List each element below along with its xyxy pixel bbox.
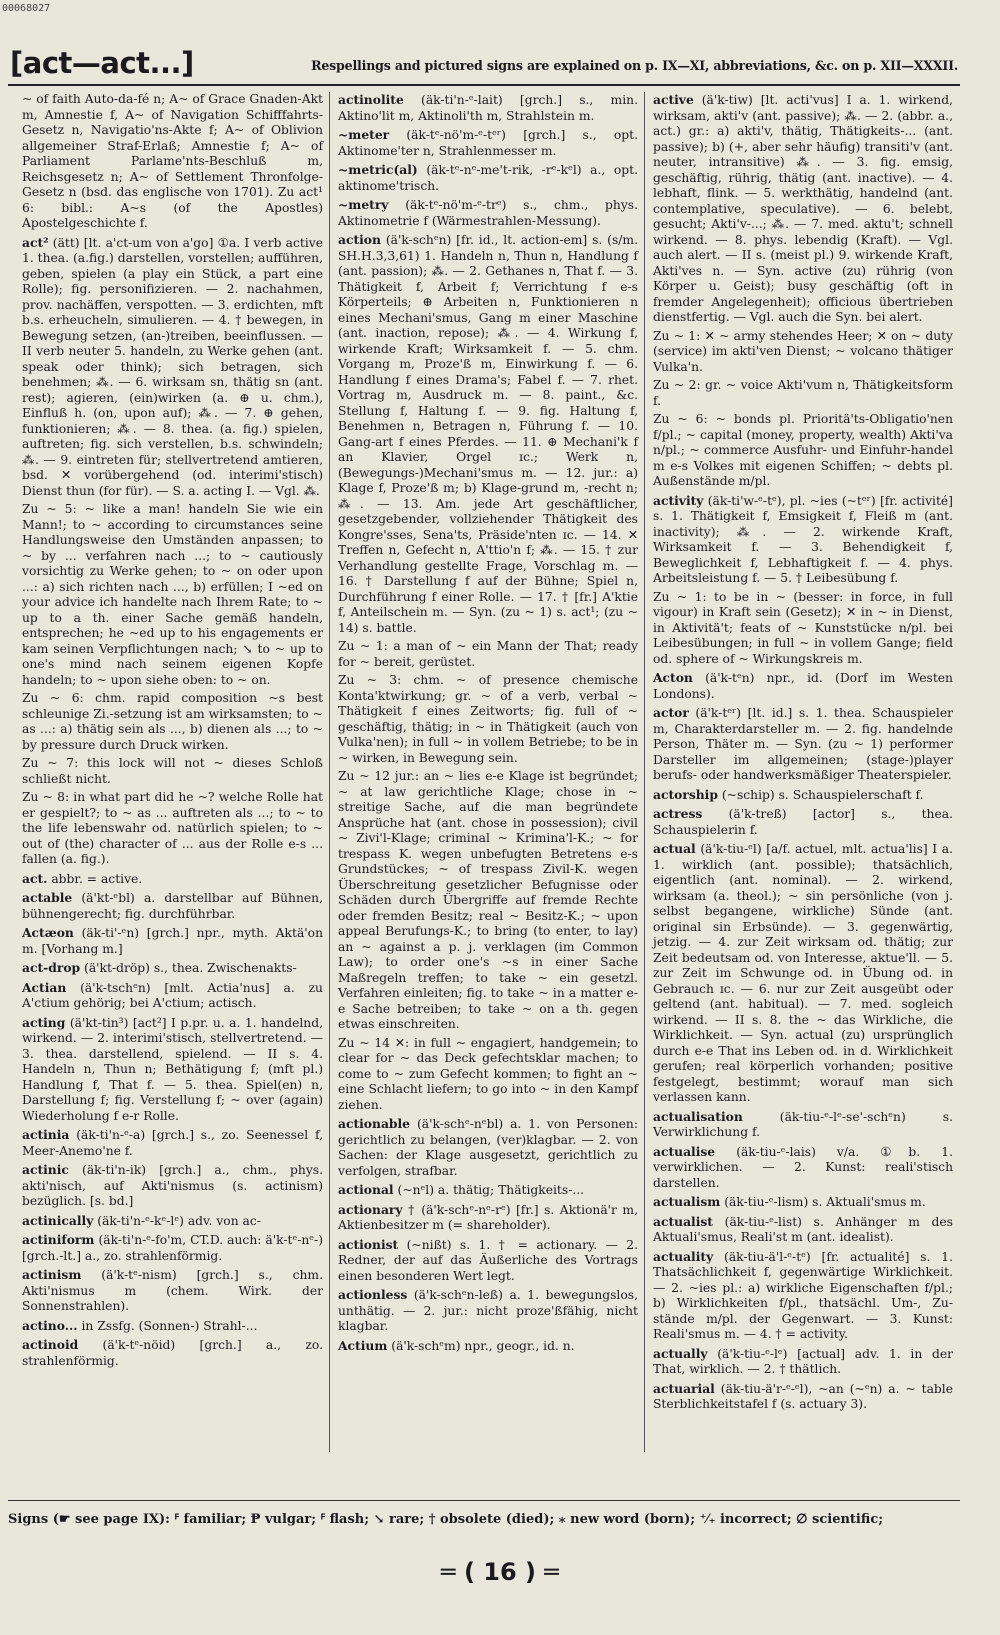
dictionary-entry: [22, 1232, 323, 1264]
dictionary-entry: [653, 705, 953, 784]
headword: actinia: [22, 1127, 70, 1142]
entry-text: (äk-tiu-ᵉ-lᵉ-se'-schᵉn) s. Verwirklichung f.: [653, 1109, 953, 1139]
dictionary-entry: [338, 1116, 638, 1179]
entry-text: (äk-tᵉ-nᵉ-me't-rik, -rᵉ-kᵉl) a., opt. aktinome'trisch.: [338, 163, 638, 193]
entry-text: (ä'k-schᵉn-leß) a. 1. bewegungslos, unthätig. — 2. jur.: nicht proze'ßfähig, nicht klagbar.: [338, 1288, 638, 1333]
dictionary-entry: [653, 841, 953, 1106]
dictionary-entry: [22, 1318, 323, 1335]
entry-text: Zu ~ 2: gr. ~ voice Akti'vum n, Thätigkeitsform f.: [653, 378, 953, 408]
entry-text: (ä'kt-dröp) s., thea. Zwischenakts-: [84, 961, 297, 975]
dictionary-entry: [338, 232, 638, 636]
headword: actionless: [338, 1287, 408, 1302]
dictionary-entry: [653, 1109, 953, 1141]
headword: action: [338, 232, 381, 247]
dictionary-entry: [22, 790, 323, 868]
dictionary-entry: [338, 1182, 638, 1199]
headword: actorship: [653, 786, 718, 802]
headword: ~metric(al): [338, 162, 418, 177]
header-note: Respellings and pictured signs are explained on p. IX—XI, abbreviations, &c. on p. XII—XXXII.: [311, 58, 958, 73]
dictionary-entry: [653, 806, 953, 838]
headword: actor: [653, 705, 689, 720]
entry-text: Zu ~ 7: this lock will not ~ dieses Schloß schließt nicht.: [22, 756, 323, 786]
headword: active: [653, 92, 694, 107]
entry-text: (ä'kt-ᵉbl) a. darstellbar auf Bühnen, bühnengerecht; fig. durchführbar.: [22, 891, 323, 921]
headword: actinically: [22, 1212, 94, 1228]
entry-text: (äk-ti'n-ᵉ-fo'm, CT.D. auch: ä'k-tᵉ-nᵉ-) [grch.-lt.] a., zo. strahlenförmig.: [22, 1233, 323, 1263]
entry-text: (äk-ti'n-ᵉ-lait) [grch.] s., min. Aktino'lit m, Aktinoli'th m, Strahlstein m.: [338, 93, 638, 123]
page-header: [8, 44, 960, 86]
column-2: [329, 92, 644, 1452]
dictionary-entry: [22, 92, 323, 232]
entry-text: (~nißt) s. 1. † = actionary. — 2. Redner, der auf das Äußerliche des Vortrags einen besonderen Wert legt.: [338, 1237, 638, 1283]
headword: act.: [22, 870, 48, 886]
entry-text: Zu ~ 3: chm. ~ of presence chemische Konta'ktwirkung; gr. ~ of a verb, verbal ~ Thätigkeit f eines Zeitworts; fig. full of ~ geschäftig, thätig; in ~ in Thätigkeit (auch von Vulka'nen); in full ~ in vollem Betriebe; to be in ~ wirken, in Bewegung sein.: [338, 673, 638, 765]
page-id: 00068027: [2, 3, 51, 14]
headword: actino...: [22, 1317, 78, 1333]
dictionary-entry: [22, 1015, 323, 1125]
dictionary-entry: [653, 378, 953, 409]
dictionary-entry: [22, 235, 323, 500]
headword: actionable: [338, 1116, 411, 1131]
dictionary-entry: [653, 1249, 953, 1343]
entry-text: (äk-ti'n-ᵉ-kᵉ-lᵉ) adv. von ac-: [97, 1213, 261, 1228]
entry-text: (ä'k-tiw) [lt. acti'vus] I a. 1. wirkend, wirksam, akti'v (ant. passive); ⁂. — 2. (abbr. a., act.) gr.: a) akti'v, thätig, Thätigkeits-... (ant. passive); b) (+, aber sehr häufig) transiti'v (ant. neuter, intransitive) ⁂. — 3. fig. emsig, geschäftig, rührig, thätig (ant. inactive). — 4. lebhaft, flink. — 5. werkthätig, handelnd (ant. contemplative, speculative). — 6. belebt, gesucht; Akti'v-...; ⁂. — 7. med. aktu't; schnell wirkend. — 8. phys. lebendig (Kraft). — Vgl. auch alert. — II s. (meist pl.) 9. wirkende Kraft, Akti'ves n. — Syn. active (zu) rührig (von Körper u. Geist); busy geschäftig (oft in fremder Angelegenheit); officious übertrieben dienstfertig. — Vgl. auch die Syn. bei alert.: [653, 93, 953, 324]
dictionary-entry: [653, 1346, 953, 1378]
headword: actionist: [338, 1236, 399, 1252]
headword: actiniform: [22, 1232, 95, 1247]
dictionary-entry: [22, 890, 323, 922]
headword: activity: [653, 492, 704, 508]
dictionary-entry: [338, 1338, 638, 1355]
dictionary-entry: [338, 639, 638, 670]
entry-text: (äk-tiu-ᵉ-lism) s. Aktuali'smus m.: [724, 1195, 926, 1209]
headword: Acton: [653, 670, 693, 685]
headword: actualist: [653, 1213, 713, 1229]
dictionary-entry: [338, 1237, 638, 1285]
headword: actinism: [22, 1267, 82, 1282]
headword: actualisation: [653, 1108, 743, 1124]
entry-text: (äk-tiu-ä'l-ᵉ-tᵉ) [fr. actualité] s. 1. Thatsächlichkeit f, gegenwärtige Wirklichkeit. — 2. ~ies pl.: a) wirkliche Eigenschaften f/pl.; b) Wirklichkeiten f/pl., thatsächl. Um-, Zu-stände m/pl. der Gegenwart. — 3. Kunst: Reali'smus m. — 4. † = activity.: [653, 1249, 953, 1341]
headword: actionary: [338, 1201, 403, 1217]
entry-text: (äk-ti'n-ᵉ-a) [grch.] s., zo. Seenessel f, Meer-Anemo'ne f.: [22, 1128, 323, 1158]
dictionary-entry: [22, 980, 323, 1012]
headword: Actian: [22, 979, 67, 995]
dictionary-entry: [653, 412, 953, 490]
entry-text: (äk-ti'-ᵉn) [grch.] npr., myth. Aktä'on m. [Vorhang m.]: [22, 926, 323, 956]
dictionary-entry: [653, 1144, 953, 1192]
entry-text: Zu ~ 6: chm. rapid composition ~s best schleunige Zi.-setzung ist am wirksamsten; to ~ as ...: a) thätig sein als ..., b) dienen als ...; to ~ by pressure durch Druck wirken.: [22, 691, 323, 752]
entry-text: abbr. = active.: [51, 871, 143, 886]
headword: act²: [22, 234, 49, 250]
dictionary-entry: [338, 1287, 638, 1335]
entry-text: in Zssfg. (Sonnen-) Strahl-...: [81, 1318, 258, 1333]
dictionary-entry: [653, 787, 953, 804]
dictionary-entry: [22, 925, 323, 957]
dictionary-entry: [22, 1162, 323, 1210]
entry-text: (ä'k-schᵉm) npr., geogr., id. n.: [391, 1338, 575, 1353]
entry-text: (äk-tiu-ᵉ-lais) v/a. ①b. 1. verwirklichen. — 2. Kunst: reali'stisch darstellen.: [653, 1144, 953, 1190]
entry-text: (äk-ti'n-ik) [grch.] a., chm., phys. akti'nisch, auf Akti'nismus (s. actinism) bezüglich. [s. bd.]: [22, 1163, 323, 1208]
dictionary-entry: [22, 1267, 323, 1315]
page-number: ═ ( 16 ) ═: [441, 1558, 559, 1586]
dictionary-entry: [653, 670, 953, 702]
entry-text: (ä'k-tᵉ-nism) [grch.] s., chm. Akti'nismus m (chem. Wirk. der Sonnenstrahlen).: [22, 1268, 323, 1313]
entry-text: Zu ~ 1: to be in ~ (besser: in force, in full vigour) in Kraft sein (Gesetz); ✕ in ~ in Dienst, in Aktivitä't; feats of ~ Kunststücke n/pl. bei Leibesübungen; in full ~ in vollem Gange; field od. sphere of ~ Wirkungskreis m.: [653, 589, 953, 666]
dictionary-entry: [338, 92, 638, 124]
dictionary-entry: [653, 590, 953, 668]
entry-text: (ä'kt-tin³) [act²] I p.pr. u. a. 1. handelnd, wirkend. — 2. interimi'stisch, stellvertretend. — 3. thea. darstellend, spielend. — II s. 4. Handeln n, Thun n; Bethätigung f; (mft pl.) Handlung f, That f. — 5. thea. Spiel(en) n, Darstellung f; fig. Verstellung f; ~ over (again) Wiederholung f e-r Rolle.: [22, 1015, 323, 1123]
entry-text: (ä'k-tiu-ᵉ-lᵉ) [actual] adv. 1. in der That, wirklich. — 2. † thätlich.: [653, 1346, 953, 1376]
dictionary-columns: [14, 92, 960, 1452]
entry-text: (äk-tiu-ᵉ-list) s. Anhänger m des Aktuali'smus, Reali'st m (ant. idealist).: [653, 1214, 953, 1244]
entry-text: (ä'k-schᵉn) [fr. id., lt. action-em] s. (s/m. SH.H.3,3,61) 1. Handeln n, Thun n, Handlung f (ant. passion); ⁂. — 2. Gethanes n, That f. — 3. Thätigkeit f, Arbeit f; Verrichtung f e-s Körperteils; ⊕ Arbeiten n, Funktionieren n eines Mechani'smus, Gang m einer Maschine (ant. inaction, repose); ⁂. — 4. Wirkung f, wirkende Kraft; Wirksamkeit f. — 5. chm. Vorgang m, Proze'ß m, Einwirkung f. — 6. Handlung f eines Drama's; Fabel f. — 7. rhet. Vortrag m, Ausdruck m. — 8. paint., &c. Stellung f, Haltung f. — 9. fig. Haltung f, Benehmen n, Betragen n, Führung f. — 10. Gang-art f eines Pferdes. — 11. ⊕ Mechani'k f an Klavier, Orgel ɪc.; Werk n, (Bewegungs-)Mechani'smus m. — 12. jur.: a) Klage f, Proze'ß m; b) Klage-grund m, -recht n; ⁂. — 13. Am. jede Art geschäftlicher, gesetzgebender, vollziehender Thätigkeit des Kongre'sses, Sena'ts, Präside'nten ɪc. — 14. ✕ Treffen n, Gefecht n, A'ttio'n f; ⁂. — 15. † zur Verhandlung gestellte Frage, Vorschlag m. — 16. † Darstellung f auf der Bühne; Spiel n, Durchführung f einer Rolle. — 17. † [fr.] A'ktie f, Anteilschein m. — Syn. (zu ~ 1) s. act¹; (zu ~ 14) s. battle.: [338, 233, 638, 635]
headword: act-drop: [22, 960, 81, 975]
dictionary-entry: [338, 1036, 638, 1114]
dictionary-entry: [22, 756, 323, 787]
entry-text: (ä'k-tᵉʳ) [lt. id.] s. 1. thea. Schauspieler m, Charakterdarsteller m. — 2. fig. handelnde Person, Thäter m. — Syn. (zu ~ 1) performer Darsteller im allgemeinen; (stage-)player berufs- oder handwerksmäßiger Theaterspieler.: [653, 706, 953, 782]
dictionary-entry: [653, 1214, 953, 1246]
signs-legend: Signs (☛ see page IX): ꟳ familiar; Ᵽ vulgar; ꟳ flash; ↘ rare; † obsolete (died); ⁎ new word (born); ⁺⁄₊ incorrect; ∅ scientific;: [8, 1500, 960, 1527]
entry-text: (äk-tiu-ä'r-ᵉ-ᵉl), ~an (~ᵉn) a. ~ table Sterblichkeitstafel f (s. actuary 3).: [653, 1381, 953, 1411]
headword: actuality: [653, 1248, 714, 1264]
dictionary-entry: [653, 493, 953, 587]
dictionary-entry: [653, 329, 953, 376]
dictionary-entry: [653, 1194, 953, 1211]
entry-text: Zu ~ 1: a man of ~ ein Mann der That; ready for ~ bereit, gerüstet.: [338, 639, 638, 669]
column-3: [644, 92, 959, 1452]
entry-text: (~schip) s. Schauspielerschaft f.: [721, 787, 924, 802]
entry-text: ~ of faith Auto-da-fé n; A~ of Grace Gnaden-Akt m, Amnestie f, A~ of Navigation Schifffahrts-Gesetz n, Navigatio'ns-Akte f; A~ of Oblivion allgemeiner Straf-Erlaß; Amnestie f; A~ of Parliament Parlame'nts-Beschluß m, Reichsgesetz n; A~ of Settlement Thronfolge-Gesetz n (bsd. das englische von 1701). Zu act¹ 6: bibl.: A~s (of the Apostles) Apostelgeschichte f.: [22, 92, 323, 230]
entry-text: (~nᵉl) a. thätig; Thätigkeits-...: [397, 1183, 585, 1197]
headword: ~meter: [338, 127, 390, 142]
entry-text: (ätt) [lt. a'ct-um von a'go] ①a. I verb active 1. thea. (a.fig.) darstellen, vorstellen; aufführen, geben, spielen (a play ein Stück, a part eine Rolle); fig. personifizieren. — 2. nachahmen, prov. nachäffen, verspotten. — 3. erdichten, mft b.s. erheucheln, simulieren. — 4. † bewegen, in Bewegung setzen, (an-)treiben, beeinflussen. — II verb neuter 5. handeln, zu Werke gehen (ant. speak oder think); sich betragen, sich benehmen; ⁂. — 6. wirksam sn, thätig sn (ant. rest); agieren, (ein)wirken (a. ⊕ u. chm.), Einfluß h. (on, upon auf); ⁂. — 7. ⊕ gehen, funktionieren; ⁂. — 8. thea. (a. fig.) spielen, auftreten; fig. sich verstellen, b.s. schwindeln; ⁂. — 9. eintreten für; stellvertretend amtieren, bsd. ✕ vorübergehend (od. interimi'stisch) Dienst thun (for für). — S. a. acting I. — Vgl. ⁂.: [22, 235, 323, 498]
entry-text: (ä'k-tiu-ᵉl) [a/f. actuel, mlt. actua'lis] I a. 1. wirklich (ant. possible); thatsächlich, eigentlich (ant. nominal). — 2. wirkend, wirksam (a. theol.); ~ sin persönliche (von j. selbst begangene, wirkliche) Sünde (ant. original sin Erbsünde). — 3. gegenwärtig, jetzig. — 4. zur Zeit wirksam od. thätig; zur Zeit bedeutsam od. von Interesse, aktue'll. — 5. zur Zeit im Schwunge od. in Übung od. in Gebrauch ɪc. — 6. nur zur Zeit ausgeübt oder geltend (ant. habitual). — 7. med. sogleich wirkend. — II s. 8. the ~ das Wirkliche, die Wirklichkeit. — Syn. actual (zu) ursprünglich durch e-e That ins Leben od. in d. Wirklichkeit gerufen; real körperlich vorhanden; positive festgelegt, bestimmt; worauf man sich verlassen kann.: [653, 842, 953, 1104]
dictionary-entry: [338, 127, 638, 159]
dictionary-entry: [22, 502, 323, 688]
dictionary-entry: [22, 960, 323, 977]
entry-text: Zu ~ 14 ✕: in full ~ engagiert, handgemein; to clear for ~ das Deck gefechtsklar machen; to come to ~ zum Gefecht kommen; to fight an ~ eine Schlacht liefern; to go into ~ in den Kampf ziehen.: [338, 1035, 638, 1112]
headword: Actæon: [22, 925, 74, 940]
dictionary-entry: [653, 1381, 953, 1413]
entry-text: (ä'k-tschᵉn) [mlt. Actia'nus] a. zu A'ctium gehörig; bei A'ctium; actisch.: [22, 980, 323, 1010]
entry-text: (ä'k-tᵉ-nöid) [grch.] a., zo. strahlenförmig.: [22, 1338, 323, 1368]
column-1: [14, 92, 329, 1452]
dictionary-entry: [22, 871, 323, 888]
dictionary-entry: [338, 197, 638, 229]
entry-text: (ä'k-treß) [actor] s., thea. Schauspielerin f.: [653, 807, 953, 837]
entry-text: Zu ~ 12 jur.: an ~ lies e-e Klage ist begründet; ~ at law gerichtliche Klage; chose in ~ streitige Sache, auf die man begründete Ansprüche hat (ant. chose in possession); civil ~ Zivi'l-Klage; criminal ~ Krimina'l-K.; ~ for trespass K. wegen unbefugten Betretens e-s Grundstückes; ~ of trespass Zivil-K. wegen Überschreitung gesetzlicher Befugnisse oder Schäden durch Übergriffe auf fremde Rechte oder fremden Besitz; real ~ Besitz-K.; ~ upon appeal Berufungs-K.; to bring (to enter, to lay) an ~ against a p. j. verklagen (im Common Law); to order one's ~s in einer Sache Maßregeln treffen; to take ~ ein gesetzl. Verfahren einleiten; fig. to take ~ in a matter e-e Sache betreiben; to take ~ on a th. gegen etwas einschreiten.: [338, 769, 638, 1031]
dictionary-entry: [338, 673, 638, 766]
entry-text: † (ä'k-schᵉ-nᵉ-rᵉ) [fr.] s. Aktionä'r m, Aktienbesitzer m (= shareholder).: [338, 1202, 639, 1232]
headword: actually: [653, 1345, 708, 1361]
entry-text: (ä'k-schᵉ-nᵉbl) a. 1. von Personen: gerichtlich zu belangen, (ver)klagbar. — 2. von Sachen: der Klage ausgesetzt, gerichtlich zu verfolgen, strafbar.: [338, 1117, 638, 1178]
dictionary-entry: [338, 1202, 638, 1234]
headword: actress: [653, 806, 703, 821]
headword: actualism: [653, 1194, 721, 1209]
dictionary-entry: [22, 691, 323, 753]
headword: actional: [338, 1182, 394, 1197]
entry-text: (äk-tᵉ-nö'm-ᵉ-trᵉ) s., chm., phys. Aktinometrie f (Wärmestrahlen-Messung).: [338, 198, 638, 228]
dictionary-entry: [338, 162, 638, 194]
headword: acting: [22, 1014, 66, 1030]
headword: actuarial: [653, 1380, 715, 1396]
entry-text: (äk-tᵉ-nö'm-ᵉ-tᵉʳ) [grch.] s., opt. Aktinome'ter n, Strahlenmesser m.: [338, 128, 638, 158]
entry-text: Zu ~ 8: in what part did he ~? welche Rolle hat er gespielt?; to ~ as ... auftreten als ...; to ~ to the life lebenswahr od. natürlich spielen; to ~ out of (the) character of ... aus der Rolle e-s ... fallen (a. fig.).: [22, 790, 323, 866]
dictionary-entry: [22, 1127, 323, 1159]
headword: Actium: [338, 1337, 388, 1353]
dictionary-entry: [653, 92, 953, 326]
headword: ~metry: [338, 197, 389, 212]
entry-text: (äk-ti'w-ᵉ-tᵉ), pl. ~ies (~tᵉʳ) [fr. activité] s. 1. Thätigkeit f, Emsigkeit f, Fleiß m (ant. inactivity); ⁂. — 2. wirkende Kraft, Wirksamkeit f. — 3. Behendigkeit f, Beweglichkeit f, Lebhaftigkeit f. — 4. phys. Arbeitsleistung f. — 5. † Leibesübung f.: [653, 493, 953, 585]
headword: actable: [22, 890, 73, 905]
entry-text: Zu ~ 1: ✕ ~ army stehendes Heer; ✕ on ~ duty (service) im akti'ven Dienst; ~ volcano thätiger Vulka'n.: [653, 328, 953, 374]
headword: actinoid: [22, 1337, 79, 1352]
headword: actinolite: [338, 92, 404, 107]
entry-text: Zu ~ 5: ~ like a man! handeln Sie wie ein Mann!; to ~ according to circumstances seine Handlungsweise den Umständen anpassen; to ~ by ... verfahren nach ...; to ~ cautiously vorsichtig zu Werke gehen; to ~ on oder upon ...: a) sich richten nach ..., b) erfüllen; I ~ed on your advice ich handelte nach Ihrem Rate; to ~ up to a th. einer Sache gemäß handeln, entsprechen; he ~ed up to his engagements er kam seinen Verpflichtungen nach; ↘ to ~ up to one's mind nach seinem eigenen Kopfe handeln; to ~ upon siehe oben: to ~ on.: [22, 502, 323, 687]
headword: actinic: [22, 1162, 69, 1177]
headword: actualise: [653, 1143, 716, 1159]
entry-text: (ä'k-tᵉn) npr., id. (Dorf im Westen Londons).: [653, 671, 953, 701]
dictionary-entry: [22, 1213, 323, 1230]
dictionary-entry: [338, 769, 638, 1033]
headword: actual: [653, 841, 696, 856]
entry-text: Zu ~ 6: ~ bonds pl. Prioritä'ts-Obligatio'nen f/pl.; ~ capital (money, property, wealth) Akti'va n/pl.; ~ commerce Ausfuhr- und Einfuhr-handel m e-s Volkes mit eigenen Schiffen; ~ debts pl. Außenstände m/pl.: [653, 412, 953, 488]
dictionary-entry: [22, 1337, 323, 1369]
guide-words: [act—act...]: [10, 46, 194, 80]
